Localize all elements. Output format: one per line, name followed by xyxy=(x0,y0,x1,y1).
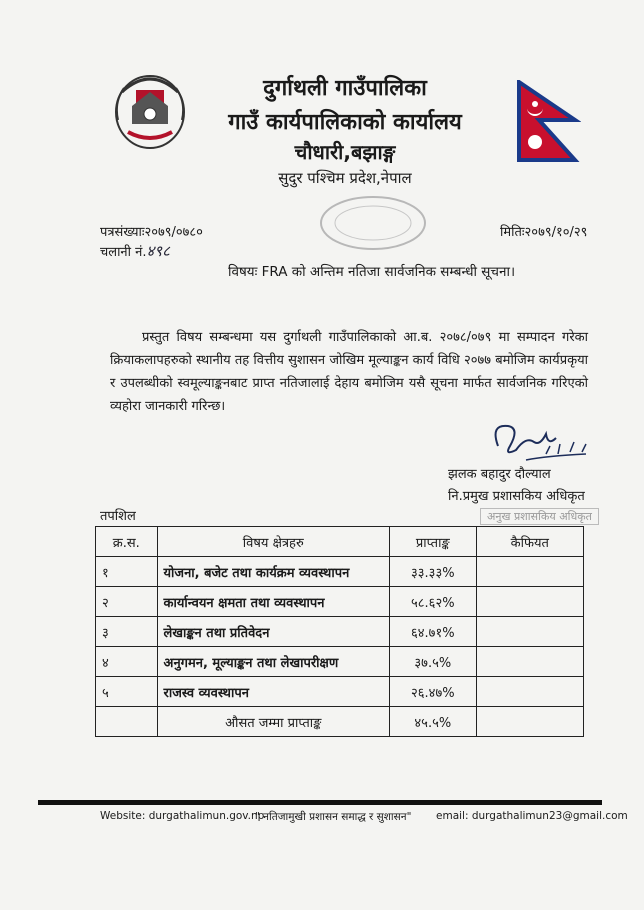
row-serial: ३ xyxy=(96,617,158,647)
table-row xyxy=(96,557,584,587)
row-score: ३७.५% xyxy=(390,647,477,677)
row-area: लेखाङ्कन तथा प्रतिवेदन xyxy=(157,617,390,647)
notice-date: मितिः२०७९/१०/२९ xyxy=(500,225,588,240)
row-area: अनुगमन, मूल्याङ्कन तथा लेखापरीक्षण xyxy=(157,647,390,677)
table-row xyxy=(96,617,584,647)
assessment-table xyxy=(95,526,584,737)
row-serial: २ xyxy=(96,587,158,617)
column-header: विषय क्षेत्रहरु xyxy=(157,527,390,557)
nepal-flag-icon xyxy=(517,80,581,162)
table-total-row xyxy=(96,707,584,737)
reference-number: पत्रसंख्याः२०७९/०७८० xyxy=(100,225,203,240)
dispatch-number xyxy=(100,241,170,261)
nepal-emblem-icon xyxy=(110,62,190,154)
row-remark xyxy=(476,587,583,617)
total-serial xyxy=(96,707,158,737)
row-remark xyxy=(476,557,583,587)
row-score: ६४.७१% xyxy=(390,617,477,647)
column-header: प्राप्ताङ्क xyxy=(390,527,477,557)
row-serial: ५ xyxy=(96,677,158,707)
column-header: क्र.स. xyxy=(96,527,158,557)
row-score: ३३.३३% xyxy=(390,557,477,587)
footer-email[interactable]: email: durgathalimun23@gmail.com xyxy=(436,810,628,822)
handwritten-signature-icon xyxy=(486,416,596,466)
row-score: ५८.६२% xyxy=(390,587,477,617)
row-score: २६.४७% xyxy=(390,677,477,707)
table-row xyxy=(96,587,584,617)
row-area: राजस्व व्यवस्थापन xyxy=(157,677,390,707)
dispatch-label: चलानी नं. xyxy=(100,245,147,260)
dispatch-value: ४९८ xyxy=(146,242,170,260)
row-remark xyxy=(476,647,583,677)
signatory-stamp: अनुख प्रशासकिय अधिकृत xyxy=(480,508,599,525)
details-label: तपशिल xyxy=(100,509,136,524)
office-name: गाउँ कार्यपालिकाको कार्यालय xyxy=(228,110,462,135)
row-remark xyxy=(476,677,583,707)
row-area: योजना, बजेट तथा कार्यक्रम व्यवस्थापन xyxy=(157,557,390,587)
office-stamp-icon xyxy=(318,194,428,252)
total-score: ४५.५% xyxy=(390,707,477,737)
municipality-name: दुर्गाथली गाउँपालिका xyxy=(263,76,427,101)
footer-motto: " नतिजामुखी प्रशासन समाद्ध र सुशासन" xyxy=(255,811,412,823)
row-area: कार्यान्वयन क्षमता तथा व्यवस्थापन xyxy=(157,587,390,617)
total-label: औसत जम्मा प्राप्ताङ्क xyxy=(157,707,390,737)
notice-subject: विषयः FRA को अन्तिम नतिजा सार्वजनिक सम्बन्धी सूचना। xyxy=(228,264,516,280)
signatory-title: नि.प्रमुख प्रशासकिय अधिकृत xyxy=(448,489,585,504)
row-serial: १ xyxy=(96,557,158,587)
row-remark xyxy=(476,617,583,647)
row-serial: ४ xyxy=(96,647,158,677)
table-header-row xyxy=(96,527,584,557)
table-row xyxy=(96,677,584,707)
column-header: कैफियत xyxy=(476,527,583,557)
notice-body: प्रस्तुत विषय सम्बन्धमा यस दुर्गाथली गाउँपालिकाको आ.ब. २०७८/०७९ मा सम्पादन गरेका क्रियाकलापहरुको स्थानीय तह वित्तीय सुशासन जोखिम मूल्याङ्कन कार्य विधि २०७७ बमोजिम कार्यप्रकृया र उपलब्धीको स्वमूल्याङ्कनबाट प्राप्त नतिजालाई देहाय बमोजिम यसै सूचना मार्फत सार्वजनिक गरिएको व्यहोरा जानकारी गरिन्छ। xyxy=(110,330,588,414)
province-name: सुदुर पश्चिम प्रदेश,नेपाल xyxy=(278,169,412,187)
signatory-name: झलक बहादुर दौल्याल xyxy=(448,467,551,482)
total-remark xyxy=(476,707,583,737)
footer-divider xyxy=(38,800,602,805)
office-location: चौधारी,बझाङ्ग xyxy=(294,140,396,164)
table-row xyxy=(96,647,584,677)
footer-website[interactable]: Website: durgathalimun.gov.np xyxy=(100,810,265,822)
